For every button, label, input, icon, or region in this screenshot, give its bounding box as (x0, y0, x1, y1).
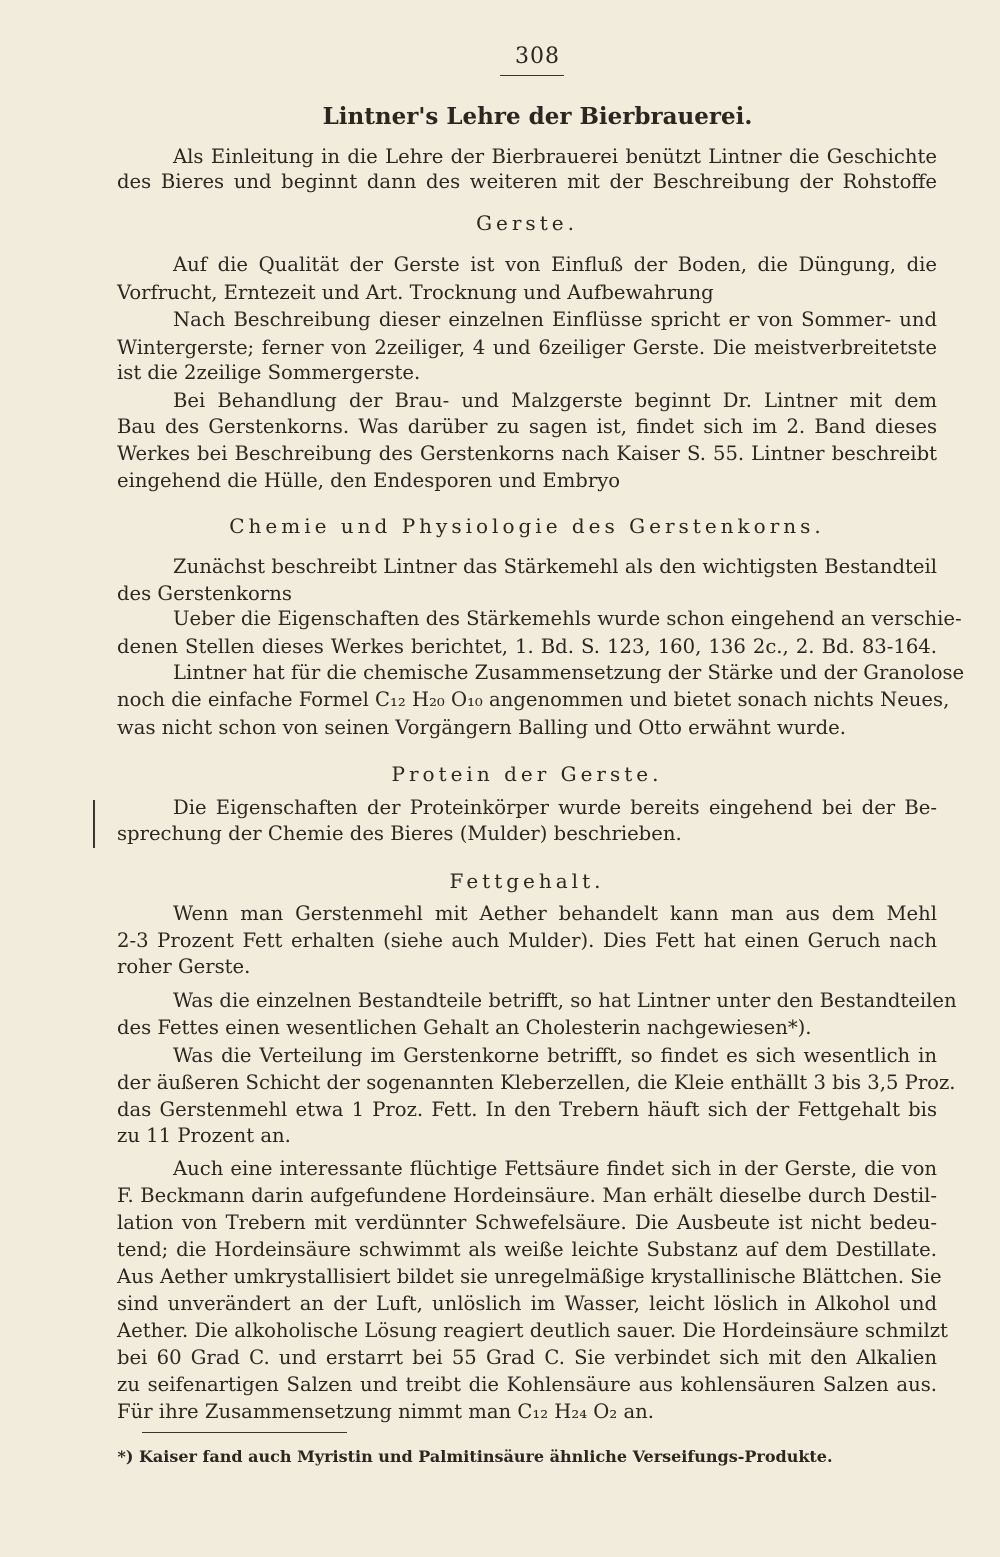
text-line: bei 60 Grad C. und erstarrt bei 55 Grad C. Sie verbindet sich mit den Alkalien (117, 1346, 937, 1369)
text-line: Nach Beschreibung dieser einzelnen Einflüsse spricht er von Sommer- und (173, 308, 937, 331)
text-line: Vorfrucht, Erntezeit und Art. Trocknung und Aufbewahrung (117, 281, 714, 304)
text-line: lation von Trebern mit verdünnter Schwefelsäure. Die Ausbeute ist nicht bedeu- (117, 1211, 937, 1234)
text-line: 2-3 Prozent Fett erhalten (siehe auch Mulder). Dies Fett hat einen Geruch nach (117, 929, 937, 952)
text-line: tend; die Hordeinsäure schwimmt als weiße leichte Substanz auf dem Destillate. (117, 1238, 937, 1261)
section-subheading: Fettgehalt. (449, 869, 605, 893)
page-number: 308 (515, 44, 560, 69)
text-line: noch die einfache Formel C₁₂ H₂₀ O₁₀ angenommen und bietet sonach nichts Neues, (117, 688, 950, 711)
text-line: Aus Aether umkrystallisiert bildet sie unregelmäßige krystallinische Blättchen. Sie (117, 1265, 942, 1288)
chapter-heading: Lintner's Lehre der Bierbrauerei. (322, 103, 753, 130)
text-line: F. Beckmann darin aufgefundene Hordeinsäure. Man erhält dieselbe durch Destil- (117, 1184, 937, 1207)
text-line: Lintner hat für die chemische Zusammensetzung der Stärke und der Granolose (173, 661, 965, 684)
text-line: der äußeren Schicht der sogenannten Kleberzellen, die Kleie enthällt 3 bis 3,5 Proz. (117, 1071, 956, 1094)
text-line: Für ihre Zusammensetzung nimmt man C₁₂ H₂₄ O₂ an. (117, 1400, 654, 1423)
text-line: Wintergerste; ferner von 2zeiliger, 4 und 6zeiliger Gerste. Die meistverbreitetste (117, 336, 937, 359)
section-subheading: Gerste. (476, 211, 578, 235)
text-line: denen Stellen dieses Werkes berichtet, 1. Bd. S. 123, 160, 136 2c., 2. Bd. 83-164. (117, 635, 937, 658)
footnote-rule (142, 1432, 347, 1433)
text-line: Auch eine interessante flüchtige Fettsäure findet sich in der Gerste, die von (173, 1157, 937, 1180)
text-line: Zunächst beschreibt Lintner das Stärkemehl als den wichtigsten Bestandteil (173, 555, 937, 578)
text-line: zu 11 Prozent an. (117, 1124, 291, 1147)
text-line: was nicht schon von seinen Vorgängern Balling und Otto erwähnt wurde. (117, 716, 847, 739)
text-line: Wenn man Gerstenmehl mit Aether behandelt kann man aus dem Mehl (173, 902, 937, 925)
text-line: eingehend die Hülle, den Endesporen und Embryo (117, 469, 621, 492)
text-line: ist die 2zeilige Sommergerste. (117, 361, 421, 384)
text-line: sind unverändert an der Luft, unlöslich im Wasser, leicht löslich in Alkohol und (117, 1292, 937, 1315)
text-line: Auf die Qualität der Gerste ist von Einfluß der Boden, die Düngung, die (173, 253, 937, 276)
text-line: des Fettes einen wesentlichen Gehalt an Cholesterin nachgewiesen*). (117, 1016, 812, 1039)
margin-mark (93, 800, 95, 848)
text-line: Bei Behandlung der Brau- und Malzgerste beginnt Dr. Lintner mit dem (173, 389, 937, 412)
text-line: sprechung der Chemie des Bieres (Mulder) beschrieben. (117, 822, 682, 845)
text-line: Aether. Die alkoholische Lösung reagiert deutlich sauer. Die Hordeinsäure schmilzt (117, 1319, 948, 1342)
page-number-rule (500, 75, 564, 76)
text-line: des Bieres und beginnt dann des weiteren mit der Beschreibung der Rohstoffe (117, 170, 937, 193)
text-line: zu seifenartigen Salzen und treibt die Kohlensäure aus kohlensäuren Salzen aus. (117, 1373, 937, 1396)
text-line: des Gerstenkorns (117, 582, 292, 605)
text-line: Werkes bei Beschreibung des Gerstenkorns nach Kaiser S. 55. Lintner beschreibt (117, 442, 937, 465)
footnote: *) Kaiser fand auch Myristin und Palmitinsäure ähnliche Verseifungs-Produkte. (117, 1447, 833, 1466)
section-subheading: Chemie und Physiologie des Gerstenkorns. (229, 514, 825, 538)
text-line: Die Eigenschaften der Proteinkörper wurde bereits eingehend bei der Be- (173, 796, 937, 819)
text-line: Was die Verteilung im Gerstenkorne betrifft, so findet es sich wesentlich in (173, 1044, 937, 1067)
text-line: Als Einleitung in die Lehre der Bierbrauerei benützt Lintner die Geschichte (173, 145, 937, 168)
text-line: Ueber die Eigenschaften des Stärkemehls wurde schon eingehend an verschie- (173, 607, 962, 630)
text-line: das Gerstenmehl etwa 1 Proz. Fett. In den Trebern häuft sich der Fettgehalt bis (117, 1098, 937, 1121)
text-line: roher Gerste. (117, 955, 251, 978)
text-line: Was die einzelnen Bestandteile betrifft, so hat Lintner unter den Bestandteilen (173, 989, 957, 1012)
text-line: Bau des Gerstenkorns. Was darüber zu sagen ist, findet sich im 2. Band dieses (117, 415, 937, 438)
section-subheading: Protein der Gerste. (391, 762, 663, 786)
